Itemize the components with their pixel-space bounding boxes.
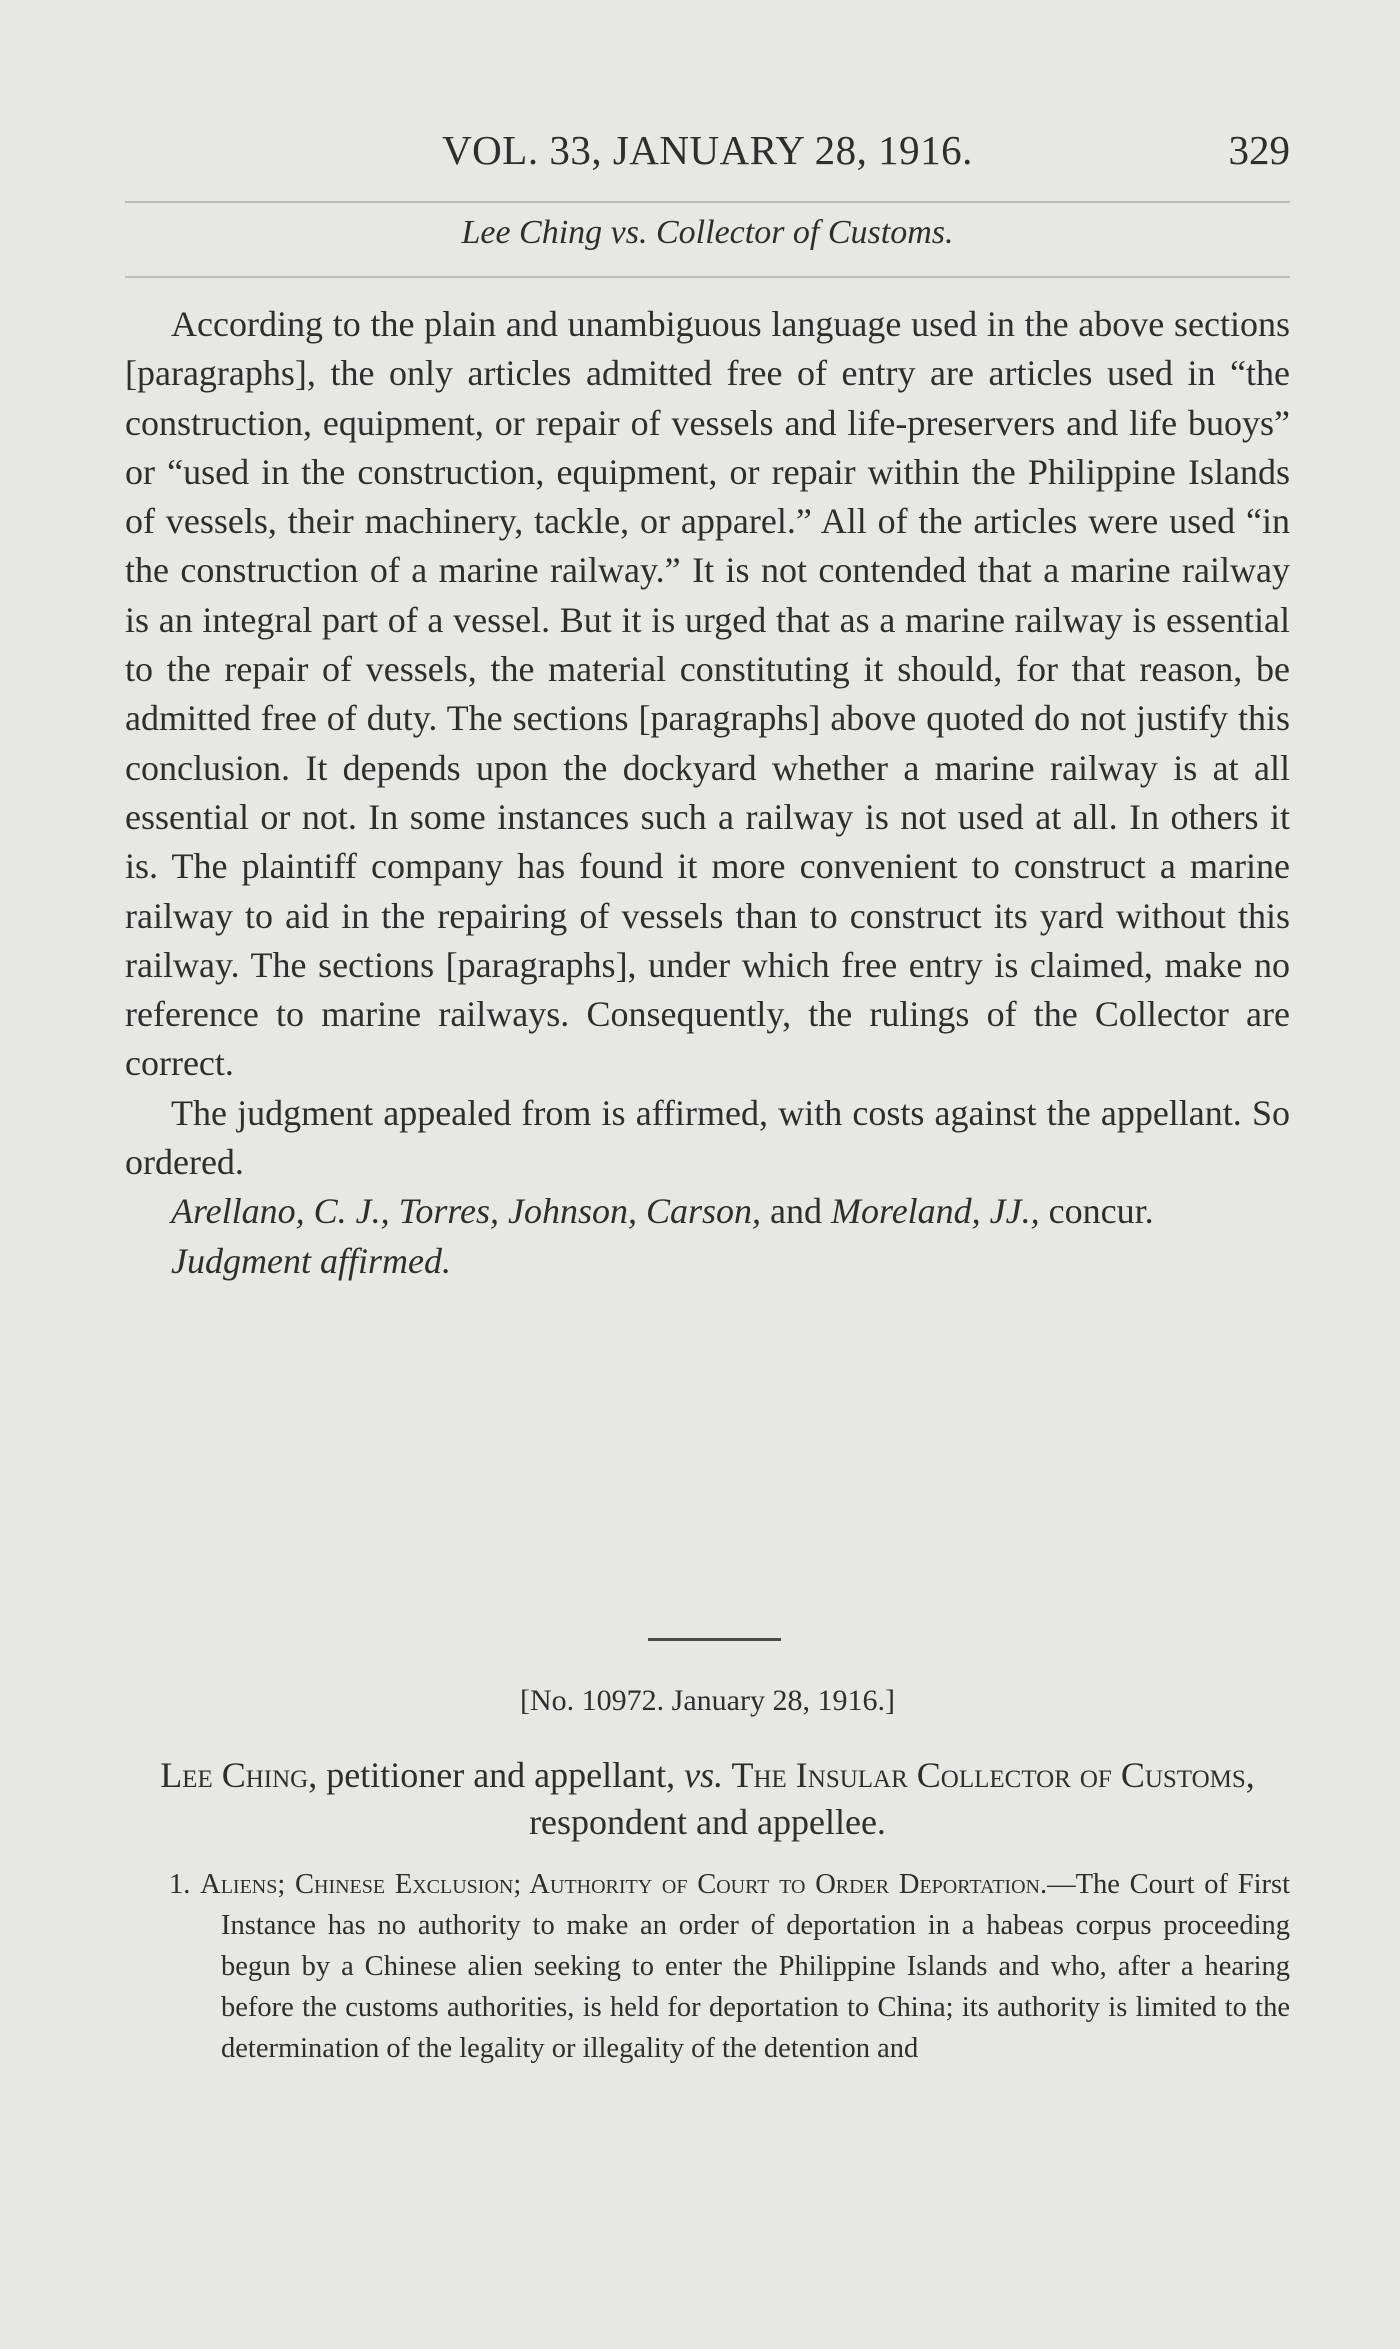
opinion-paragraph: The judgment appealed from is affirmed, with costs against the appellant. So ordered. (125, 1092, 1290, 1183)
opinion-body (125, 300, 1290, 1286)
syllabus-item (125, 1864, 1290, 2069)
versus: vs. (684, 1755, 724, 1795)
petitioner-name: Lee Ching, (160, 1755, 318, 1795)
running-head: VOL. 33, JANUARY 28, 1916. (442, 127, 973, 173)
concurring-justices: Arellano, C. J., Torres, Johnson, Carson, (171, 1191, 762, 1232)
docket-number: [No. 10972. January 28, 1916.] (520, 1684, 895, 1717)
respondent-name: The Insular Collector of Customs, (723, 1755, 1255, 1795)
syllabus-text: —The Court of First Instance has no authority to make an order of deportation in a habeas corpus proceeding begun by a Chinese alien seeking to enter the Philippine Islands and who, after a hearing before the customs authorities, is held for deportation to China; its authority is limited to the determination of the legality or illegality of the detention and (221, 1869, 1290, 2064)
syllabus-headnote: Aliens; Chinese Exclusion; Authority of Court to Order Deportation. (200, 1869, 1048, 1900)
concurrence-conjunction: and (761, 1191, 832, 1232)
case-parties (125, 1752, 1290, 1846)
concurring-justice-last: Moreland, JJ., (831, 1191, 1040, 1232)
case-title: Lee Ching vs. Collector of Customs. (461, 214, 954, 251)
header-rule-bottom (125, 276, 1290, 278)
opinion-paragraph: According to the plain and unambiguous language used in the above sections [paragraphs], the only articles admitted free of entry are articles used in “the construction, equipment, or repair of vessels and life-preservers and life buoys” or “used in the construction, equipment, or repair within the Philippine Islands of vessels, their machinery, tackle, or apparel.” All of the articles were used “in the construction of a marine railway.” It is not contended that a marine railway is an integral part of a vessel. But it is urged that as a marine railway is essential to the repair of vessels, the material constituting it should, for that reason, be admitted free of duty. The sections [paragraphs] above quoted do not justify this conclusion. It depends upon the dockyard whether a marine railway is at all essential or not. In some instances such a railway is not used at all. In others it is. The plaintiff company has found it more convenient to construct a marine railway to aid in the repairing of vessels than to construct its yard without this railway. The sections [paragraphs], under which free entry is claimed, make no reference to marine railways. Consequently, the rulings of the Collector are correct. (125, 304, 1290, 1084)
disposition: Judgment affirmed. (171, 1240, 451, 1281)
concurrence-line (125, 1187, 1290, 1236)
petitioner-role: petitioner and appellant, (317, 1755, 685, 1795)
syllabus (125, 1864, 1290, 2069)
section-separator (648, 1638, 781, 1641)
document-page (125, 0, 1290, 2349)
respondent-role: respondent and appellee. (529, 1802, 886, 1842)
concurrence-verb: concur. (1039, 1191, 1154, 1232)
page-header (125, 126, 1290, 186)
page-number: 329 (1228, 127, 1290, 173)
syllabus-number: 1. (169, 1869, 191, 1900)
header-rule-top (125, 201, 1290, 203)
